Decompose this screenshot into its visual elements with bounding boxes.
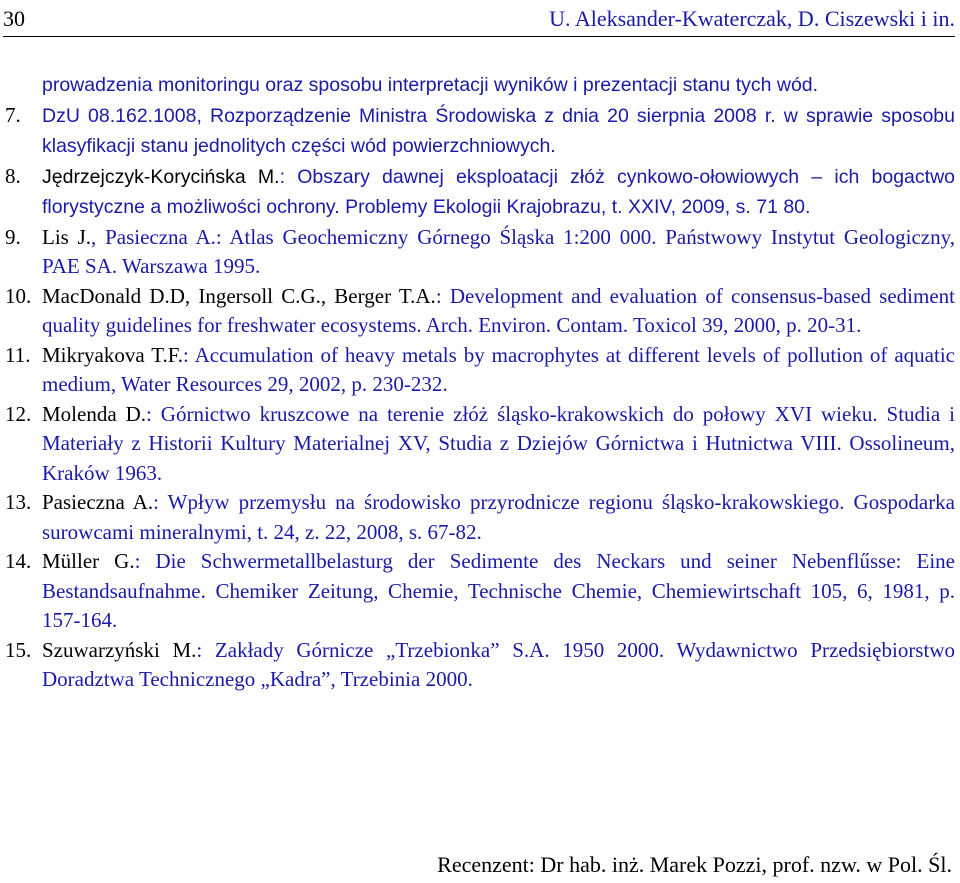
reference-segment: Szuwarzyński M. bbox=[42, 637, 197, 662]
reference-number: 7. bbox=[5, 102, 21, 127]
reference-text bbox=[42, 162, 955, 223]
reference-segment: : Zakłady Górnicze „Trzebionka” S.A. 1950 2000. Wydawnictwo Przedsiębiorstwo Doradztwa Technicznego „Kadra”, Trzebinia 2000. bbox=[42, 637, 955, 691]
reference-segment: , Pasieczna A. bbox=[91, 224, 216, 249]
reference-entry bbox=[0, 400, 960, 489]
header-rule bbox=[3, 36, 955, 37]
reference-segment: : Obszary dawnej eksploatacji złóż cynkowo-ołowiowych – ich bogactwo florystyczne a możliwości ochrony. Problemy Ekologii Krajobrazu, t. XXIV, 2009, s. 71 80. bbox=[42, 165, 955, 218]
page-header bbox=[3, 0, 955, 38]
reference-number: 10. bbox=[5, 283, 32, 308]
reference-number: 14. bbox=[5, 549, 32, 573]
reference-entry bbox=[0, 341, 960, 400]
reference-number: 12. bbox=[5, 401, 32, 426]
reference-text bbox=[42, 101, 955, 162]
reference-text bbox=[42, 547, 955, 636]
reference-segment: : Górnictwo kruszcowe na terenie złóż śląsko-krakowskich do połowy XVI wieku. Studia i Materiały z Historii Kultury Materialnej XV, Studia z Dziejów Górnictwa i Hutnictwa VIII. Ossolineum, Kraków 1963. bbox=[42, 401, 955, 485]
reference-text bbox=[42, 636, 955, 695]
reference-segment: : Accumulation of heavy metals by macrophytes at different levels of pollution of aquatic medium, Water Resources 29, 2002, p. 230-232. bbox=[42, 342, 955, 396]
reference-entry bbox=[0, 70, 960, 101]
reference-text bbox=[42, 341, 955, 400]
reference-number: 9. bbox=[5, 224, 21, 249]
reviewer-note: Recenzent: Dr hab. inż. Marek Pozzi, prof. nzw. w Pol. Śl. bbox=[437, 852, 952, 877]
reference-segment: Lis J. bbox=[42, 224, 92, 249]
reference-list bbox=[0, 70, 960, 695]
page-number: 30 bbox=[3, 6, 25, 31]
reference-number: 15. bbox=[5, 637, 32, 662]
reference-entry bbox=[0, 636, 960, 695]
reference-segment: : Wpływ przemysłu na środowisko przyrodnicze regionu śląsko-krakowskiego. Gospodarka surowcami mineralnymi, t. 24, z. 22, 2008, s. 67-82. bbox=[42, 490, 956, 544]
reference-entry bbox=[0, 101, 960, 162]
reference-entry bbox=[0, 162, 960, 223]
reference-segment: : Atlas Geochemiczny Górnego Śląska 1:200 000. Państwowy Instytut Geologiczny, PAE SA. Warszawa 1995. bbox=[42, 224, 955, 278]
reference-text bbox=[42, 488, 955, 547]
reference-segment: prowadzenia monitoringu oraz sposobu interpretacji wyników i prezentacji stanu tych wód. bbox=[42, 74, 819, 96]
reference-entry bbox=[0, 223, 960, 282]
reference-segment: Mikryakova T.F. bbox=[42, 342, 183, 367]
reference-number: 11. bbox=[5, 342, 31, 367]
reference-segment: : Development and evaluation of consensus-based sediment quality guidelines for freshwater ecosystems. Arch. Environ. Contam. Toxicol 39, 2000, p. 20-31. bbox=[42, 283, 955, 337]
reference-segment: Pasieczna A. bbox=[42, 490, 154, 514]
reference-segment: Müller G. bbox=[42, 549, 135, 573]
reference-segment: Molenda D. bbox=[42, 401, 147, 426]
reference-text bbox=[42, 70, 955, 101]
reference-segment: : Die Schwermetallbelasturg der Sedimente des Neckars und seiner Nebenflűsse: Eine Bestandsaufnahme. Chemiker Zeitung, Chemie, Technische Chemie, Chemiewirtschaft 105, 6, 1981, p. 157-164. bbox=[42, 549, 955, 632]
reference-text bbox=[42, 400, 955, 489]
running-head: U. Aleksander-Kwaterczak, D. Ciszewski i in. bbox=[549, 6, 955, 31]
reference-entry bbox=[0, 547, 960, 636]
reference-text bbox=[42, 223, 955, 282]
reference-segment: Jędrzejczyk-Korycińska M. bbox=[42, 165, 280, 188]
reference-number: 8. bbox=[5, 163, 21, 188]
reference-entry bbox=[0, 282, 960, 341]
reference-text bbox=[42, 282, 955, 341]
reference-segment: DzU 08.162.1008, Rozporządzenie Ministra Środowiska z dnia 20 sierpnia 2008 r. w sprawie sposobu klasyfikacji stanu jednolitych części wód powierzchniowych. bbox=[42, 104, 955, 157]
reference-number: 13. bbox=[5, 490, 32, 514]
reference-entry bbox=[0, 488, 960, 547]
reference-segment: MacDonald D.D, Ingersoll C.G., Berger T.A. bbox=[42, 283, 436, 308]
